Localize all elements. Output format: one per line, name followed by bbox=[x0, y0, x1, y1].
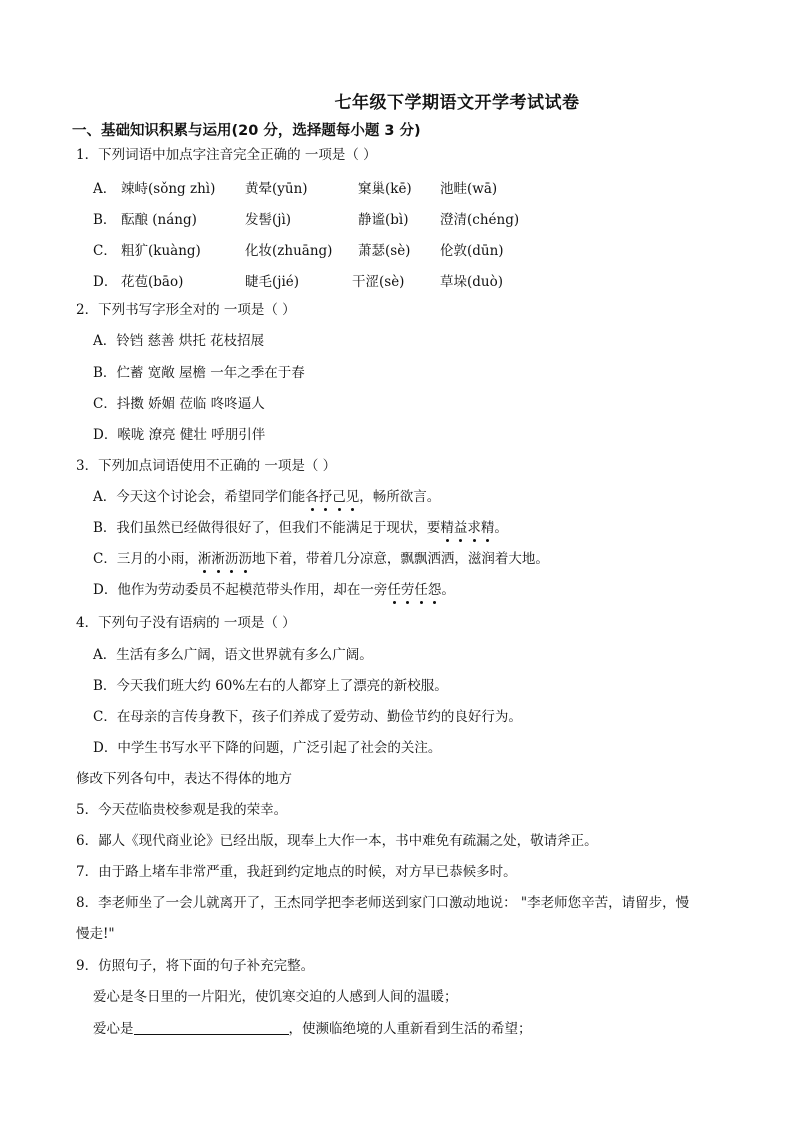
emphasis-char: 任 bbox=[387, 582, 401, 598]
q1-word: 伦敦(dūn) bbox=[440, 243, 504, 259]
emphasis-char: 任 bbox=[414, 582, 428, 598]
q3-option-d bbox=[93, 581, 455, 599]
q1-word: 干涩(sè) bbox=[352, 274, 405, 290]
emphasis-char: 各 bbox=[305, 489, 319, 505]
question-8-line-1: 8．李老师坐了一会儿就离开了，王杰同学把李老师送到家门口激动地说： "李老师您辛苦，请留步，慢 bbox=[76, 895, 690, 911]
q3-option-b bbox=[93, 519, 508, 537]
q3-d-dotted-word bbox=[387, 582, 441, 598]
q1-word: 发髻(jì) bbox=[245, 212, 292, 228]
q1-word: 竦峙(sǒng zhì) bbox=[121, 181, 216, 197]
q4-option-b: B．今天我们班大约 60%左右的人都穿上了漂亮的新校服。 bbox=[93, 678, 448, 694]
q1-option-label: B． bbox=[93, 212, 117, 228]
emphasis-char: 劳 bbox=[400, 582, 415, 598]
answer-blank[interactable] bbox=[134, 1020, 289, 1035]
section-heading: 一、基础知识积累与运用(20 分，选择题每小题 3 分) bbox=[72, 123, 421, 139]
q1-word: 池畦(wā) bbox=[440, 181, 498, 197]
q3-a-text: A．今天这个讨论会，希望同学们能 bbox=[93, 489, 306, 505]
q1-word: 萧瑟(sè) bbox=[358, 243, 411, 259]
q3-c-text: C．三月的小雨， bbox=[93, 551, 198, 567]
q1-word: 化妆(zhuāng) bbox=[245, 243, 333, 259]
emphasis-char: 淅 bbox=[197, 551, 212, 567]
emphasis-char: 求 bbox=[467, 520, 481, 536]
question-7: 7．由于路上堵车非常严重，我赶到约定地点的时候，对方早已恭候多时。 bbox=[76, 864, 517, 880]
question-3-stem: 3．下列加点词语使用不正确的 一项是（ ） bbox=[76, 458, 337, 474]
q3-c-text-end: 地下着，带着几分凉意，飘飘洒洒，滋润着大地。 bbox=[251, 551, 549, 567]
emphasis-char: 沥 bbox=[224, 551, 239, 567]
q3-b-dotted-word bbox=[440, 520, 494, 536]
q4-option-a: A．生活有多么广阔，语文世界就有多么广阔。 bbox=[93, 647, 373, 663]
emphasis-char: 己 bbox=[332, 489, 346, 505]
emphasis-char: 淅 bbox=[211, 551, 225, 567]
q1-word: 静谧(bì) bbox=[358, 212, 409, 228]
q9-fill-suffix: ，使濒临绝境的人重新看到生活的希望； bbox=[288, 1021, 532, 1037]
q3-d-text: D．他作为劳动委员不起模范带头作用，却在一旁 bbox=[93, 582, 388, 598]
page-title: 七年级下学期语文开学考试试卷 bbox=[334, 93, 580, 113]
q3-a-text-end: ，畅所欲言。 bbox=[359, 489, 441, 505]
modify-instruction: 修改下列各句中，表达不得体的地方 bbox=[76, 771, 292, 787]
question-6: 6．鄙人《现代商业论》已经出版，现奉上大作一本，书中难免有疏漏之处，敬请斧正。 bbox=[76, 833, 598, 849]
q2-option-a: A．铃铛 慈善 烘托 花枝招展 bbox=[93, 333, 265, 349]
q3-c-dotted-word bbox=[198, 551, 252, 567]
emphasis-char: 抒 bbox=[318, 489, 333, 505]
emphasis-char: 怨 bbox=[427, 582, 442, 598]
q2-option-c: C．抖擞 娇媚 莅临 咚咚逼人 bbox=[93, 396, 265, 412]
question-1-stem: 1．下列词语中加点字注音完全正确的 一项是（ ） bbox=[76, 147, 377, 163]
question-2-stem: 2．下列书写字形全对的 一项是（ ） bbox=[76, 302, 296, 318]
q3-option-a bbox=[93, 488, 440, 506]
q1-word: 粗犷(kuàng) bbox=[121, 243, 201, 259]
q3-a-dotted-word bbox=[305, 489, 359, 505]
question-8-line-2: 慢走!" bbox=[76, 926, 115, 942]
emphasis-char: 益 bbox=[453, 520, 468, 536]
q3-b-text: B．我们虽然已经做得很好了，但我们不能满足于现状，要 bbox=[93, 520, 441, 536]
question-4-stem: 4．下列句子没有语病的 一项是（ ） bbox=[76, 615, 296, 631]
question-9-stem: 9．仿照句子，将下面的句子补充完整。 bbox=[76, 958, 315, 974]
q1-option-label: A． bbox=[93, 181, 117, 197]
q2-option-b: B．伫蓄 宽敞 屋檐 一年之季在于春 bbox=[93, 365, 305, 381]
q9-fill-sentence bbox=[93, 1020, 532, 1038]
q3-d-text-end: 。 bbox=[441, 582, 455, 598]
question-5: 5．今天莅临贵校参观是我的荣幸。 bbox=[76, 802, 288, 818]
q3-b-text-end: 。 bbox=[494, 520, 508, 536]
q9-fill-prefix: 爱心是 bbox=[93, 1021, 134, 1037]
q4-option-c: C．在母亲的言传身教下，孩子们养成了爱劳动、勤俭节约的良好行为。 bbox=[93, 709, 522, 725]
emphasis-char: 精 bbox=[480, 520, 495, 536]
q1-word: 澄清(chéng) bbox=[440, 212, 520, 228]
q1-word: 睫毛(jié) bbox=[245, 274, 300, 290]
q1-option-label: C． bbox=[93, 243, 117, 259]
q1-word: 草垛(duò) bbox=[440, 274, 503, 290]
q4-option-d: D．中学生书写水平下降的问题，广泛引起了社会的关注。 bbox=[93, 740, 442, 756]
q9-example-sentence: 爱心是冬日里的一片阳光，使饥寒交迫的人感到人间的温暖； bbox=[93, 989, 458, 1005]
emphasis-char: 沥 bbox=[238, 551, 252, 567]
emphasis-char: 见 bbox=[345, 489, 360, 505]
q1-option-label: D． bbox=[93, 274, 118, 290]
q1-word: 窠巢(kē) bbox=[358, 181, 412, 197]
q3-option-c bbox=[93, 550, 549, 568]
q1-word: 花苞(bāo) bbox=[121, 274, 184, 290]
q2-option-d: D．喉咙 潦亮 健壮 呼朋引伴 bbox=[93, 427, 266, 443]
q1-word: 酝酿 (náng) bbox=[121, 212, 197, 228]
emphasis-char: 精 bbox=[440, 520, 454, 536]
q1-word: 黄晕(yūn) bbox=[245, 181, 308, 197]
